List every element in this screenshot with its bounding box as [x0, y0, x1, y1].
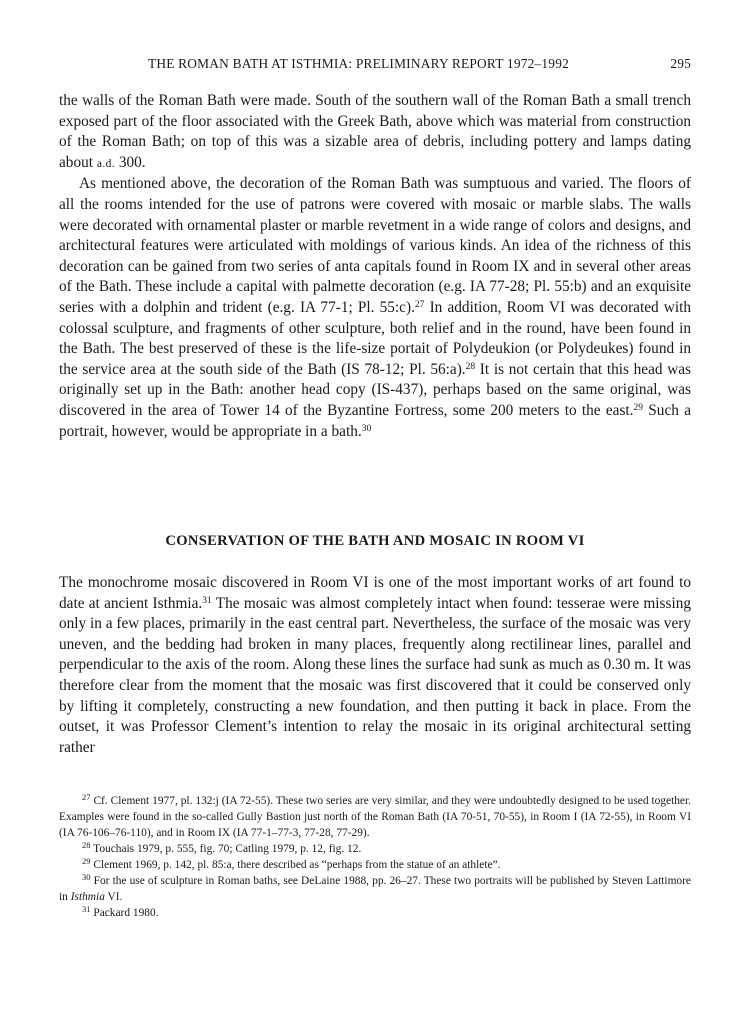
footnote-text: Clement 1969, p. 142, pl. 85:a, there described as “perhaps from the statue of an athlete”.: [93, 859, 501, 871]
footnote-ref-29[interactable]: 29: [633, 402, 643, 413]
paragraph-3: [59, 573, 691, 758]
footnote-number: 27: [82, 792, 91, 802]
footnote-text: Touchais 1979, p. 555, fig. 70; Catling 1979, p. 12, fig. 12.: [93, 843, 362, 855]
footnote-28: [59, 841, 691, 857]
paragraph-2-sentence-3: It is not certain that this head was originally set up in the Bath: another head copy (IS-437), perhaps based on the same original, was discovered in the area of Tower 14 of the Byzantine Fortress, some 200 meters to the east.: [59, 360, 691, 419]
paragraph-2-sentence-1: As mentioned above, the decoration of the Roman Bath was sumptuous and varied. The floors of all the rooms intended for the use of patrons were covered with mosaic or marble slabs. The walls were decorated with ornamental plaster or marble revetment in a wide range of colors and designs, and architectural features were articulated with moldings of various kinds. An idea of the richness of this decoration can be gained from two series of anta capitals found in Room IX and in several other areas of the Bath. These include a capital with palmette decoration (e.g. IA 77-28; Pl. 55:b) and an exquisite series with a dolphin and trident (e.g. IA 77-1; Pl. 55:c).: [59, 175, 691, 316]
footnote-text: Cf. Clement 1977, pl. 132:j (IA 72-55). These two series are very similar, and they were undoubtedly designed to be used together. Examples were found in the so-called Gully Bastion just north of the Roman Bath (IA 70-51, 70-55), in Room I (IA 72-55), in Room VI (IA 76-106–76-110), and in Room IX (IA 77-1–77-3, 77-28, 77-29).: [59, 795, 691, 839]
paragraph-1-text: the walls of the Roman Bath were made. South of the southern wall of the Roman Bath a small trench exposed part of the floor associated with the Greek Bath, above which was material from construction of the Roman Bath; on top of this was a sizable area of debris, including pottery and lamps dating about: [59, 92, 691, 171]
paragraph-3-sentence-1: The monochrome mosaic discovered in Room VI is one of the most important works of art found to date at ancient Isthmia.: [59, 574, 691, 612]
footnote-30: [59, 873, 691, 905]
paragraph-2: [59, 174, 691, 442]
page: [59, 56, 692, 919]
footnote-text: For the use of sculpture in Roman baths, see DeLaine 1988, pp. 26–27. These two portraits will be published by Steven Lattimore in: [59, 875, 691, 903]
page-number: 295: [670, 56, 691, 71]
footnote-italic-title: Isthmia: [70, 891, 105, 903]
paragraph-1: [59, 91, 691, 174]
running-head-title: THE ROMAN BATH AT ISTHMIA: PRELIMINARY REPORT 1972–1992: [148, 56, 569, 71]
footnote-ref-30[interactable]: 30: [361, 423, 372, 434]
footnote-number: 29: [82, 856, 91, 866]
footnote-text-end: VI.: [104, 891, 123, 903]
footnote-ref-28[interactable]: 28: [465, 361, 476, 372]
ad-abbreviation: a.d.: [96, 157, 116, 170]
section-heading: CONSERVATION OF THE BATH AND MOSAIC IN ROOM VI: [165, 533, 585, 549]
paragraph-2-sentence-4: Such a portrait, however, would be appropriate in a bath.: [59, 401, 691, 440]
footnote-number: 31: [82, 904, 91, 914]
footnote-31: [59, 905, 691, 921]
paragraph-3-sentence-2: The mosaic was almost completely intact when found: tesserae were missing only in a few places, primarily in the east central part. Nevertheless, the surface of the mosaic was very uneven, and the bedding had broken in many places, frequently along rectilinear lines, parallel and perpendicular to the axis of the room. Along these lines the surface had sunk as much as 0.30 m. It was therefore clear from the moment that the mosaic was first discovered that it could be conserved only by lifting it completely, constructing a new foundation, and then putting it back in place. From the outset, it was Professor Clement’s intention to relay the mosaic in its original architectural setting rather: [59, 594, 692, 756]
footnote-text: Packard 1980.: [93, 907, 159, 919]
paragraph-2-sentence-2: In addition, Room VI was decorated with colossal sculpture, and fragments of other sculpture, both relief and in the round, have been found in the Bath. The best preserved of these is the life-size portait of Polydeukion (or Polydeukes) found in the service area at the south side of the Bath (IS 78-12; Pl. 56:a).: [59, 298, 692, 378]
running-head: [59, 56, 691, 76]
footnote-29: [59, 857, 691, 873]
footnote-number: 30: [82, 872, 91, 882]
footnote-ref-31[interactable]: 31: [202, 595, 212, 606]
footnote-27: [59, 793, 691, 841]
footnote-ref-27[interactable]: 27: [414, 299, 425, 310]
footnote-number: 28: [82, 840, 91, 850]
footnotes: [59, 793, 691, 921]
paragraph-1-end: 300.: [115, 153, 146, 171]
